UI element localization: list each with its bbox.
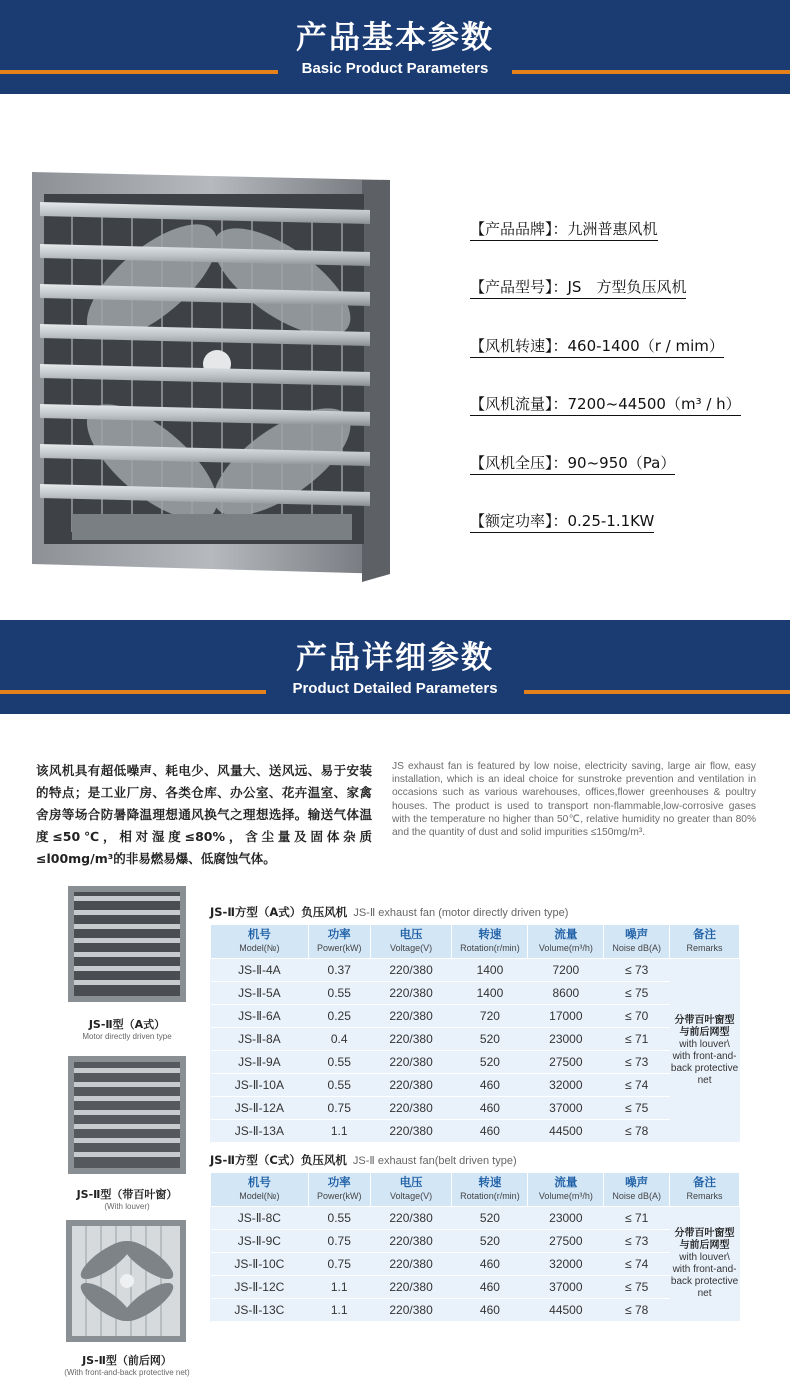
table-row bbox=[211, 982, 740, 1005]
banner-subtitle: Basic Product Parameters bbox=[301, 60, 489, 77]
table-cell: JS-Ⅱ-8C bbox=[211, 1207, 309, 1230]
table-cell: 460 bbox=[452, 1276, 528, 1299]
table-cell: 27500 bbox=[528, 1051, 604, 1074]
table-row bbox=[211, 1005, 740, 1028]
table-a-title: JS-Ⅱ方型（A式）负压风机 JS-Ⅱ exhaust fan (motor directly driven type) bbox=[210, 905, 569, 919]
column-header bbox=[528, 1173, 604, 1207]
column-header-cn: 噪声 bbox=[625, 1176, 649, 1189]
table-cell: 17000 bbox=[528, 1005, 604, 1028]
thumb-caption-net: JS-Ⅱ型（前后网） (With front-and-back protective net) bbox=[64, 1354, 190, 1377]
table-cell: 220/380 bbox=[370, 1097, 452, 1120]
table-cell: 220/380 bbox=[370, 982, 452, 1005]
table-cell: 520 bbox=[452, 1028, 528, 1051]
table-cell: 220/380 bbox=[370, 1005, 452, 1028]
table-cell: ≤ 75 bbox=[604, 1276, 670, 1299]
table-cell: 220/380 bbox=[370, 1074, 452, 1097]
table-row bbox=[211, 1299, 740, 1322]
column-header bbox=[370, 1173, 452, 1207]
table-cell: 27500 bbox=[528, 1230, 604, 1253]
column-header bbox=[211, 925, 309, 959]
column-header bbox=[211, 1173, 309, 1207]
table-row bbox=[211, 1230, 740, 1253]
column-header-en: Rotation(r/min) bbox=[460, 942, 520, 953]
table-cell: 23000 bbox=[528, 1028, 604, 1051]
header-banner-basic bbox=[0, 0, 790, 94]
table-row bbox=[211, 1051, 740, 1074]
table-cell: 220/380 bbox=[370, 1207, 452, 1230]
table-cell: 520 bbox=[452, 1230, 528, 1253]
table-cell: ≤ 71 bbox=[604, 1028, 670, 1051]
remarks-cn: 分带百叶窗型与前后网型 bbox=[674, 1228, 735, 1251]
column-header-en: Model(№) bbox=[239, 1190, 280, 1201]
table-cell: 1400 bbox=[452, 982, 528, 1005]
column-header bbox=[670, 1173, 740, 1207]
column-header bbox=[670, 925, 740, 959]
column-header-cn: 备注 bbox=[693, 1176, 717, 1189]
thumb-caption-louver: JS-Ⅱ型（带百叶窗） (With louver) bbox=[76, 1188, 178, 1211]
spec-airflow: 【风机流量】：7200~44500（m³ / h） bbox=[470, 393, 741, 416]
table-cell: 0.55 bbox=[308, 1207, 370, 1230]
spec-power: 【额定功率】：0.25-1.1KW bbox=[470, 510, 654, 533]
remarks-en: with louver\ with front-and-back protective net bbox=[670, 1252, 739, 1299]
column-header-cn: 流量 bbox=[554, 1176, 578, 1189]
banner-title: 产品基本参数 bbox=[296, 20, 494, 56]
table-cell: 8600 bbox=[528, 982, 604, 1005]
table-cell: ≤ 74 bbox=[604, 1253, 670, 1276]
banner-subtitle: Product Detailed Parameters bbox=[292, 680, 498, 697]
description-chinese: 该风机具有超低噪声、耗电少、风量大、送风远、易于安装的特点；是工业厂房、各类仓库、办公室、花卉温室、家禽舍房等场合防暑降温理想通风换气之理想选择。输送气体温度≤50℃，相对湿度≤80%，含尘量及固体杂质≤l00mg/m³的非易燃易爆、低腐蚀气体。 bbox=[36, 763, 372, 866]
table-cell: 37000 bbox=[528, 1097, 604, 1120]
table-cell: 220/380 bbox=[370, 1299, 452, 1322]
column-header bbox=[308, 1173, 370, 1207]
table-cell: 0.75 bbox=[308, 1230, 370, 1253]
table-cell: 1.1 bbox=[308, 1276, 370, 1299]
column-header-cn: 电压 bbox=[399, 1176, 423, 1189]
table-cell: JS-Ⅱ-13A bbox=[211, 1120, 309, 1143]
spec-table-c bbox=[210, 1172, 740, 1322]
table-cell: 7200 bbox=[528, 959, 604, 982]
table-cell: 0.25 bbox=[308, 1005, 370, 1028]
table-cell: ≤ 78 bbox=[604, 1120, 670, 1143]
table-cell: 520 bbox=[452, 1051, 528, 1074]
column-header-en: Volume(m³/h) bbox=[538, 1190, 593, 1201]
column-header-en: Remarks bbox=[686, 1190, 723, 1201]
column-header bbox=[528, 925, 604, 959]
table-cell: 0.55 bbox=[308, 1074, 370, 1097]
column-header-cn: 转速 bbox=[478, 928, 502, 941]
table-cell: ≤ 75 bbox=[604, 982, 670, 1005]
table-cell: 720 bbox=[452, 1005, 528, 1028]
table-cell: 0.75 bbox=[308, 1097, 370, 1120]
spec-brand: 【产品品牌】：九洲普惠风机 bbox=[470, 218, 658, 241]
table-cell: 32000 bbox=[528, 1074, 604, 1097]
table-cell: 32000 bbox=[528, 1253, 604, 1276]
table-cell: 220/380 bbox=[370, 1028, 452, 1051]
table-cell: JS-Ⅱ-10A bbox=[211, 1074, 309, 1097]
table-cell: JS-Ⅱ-9A bbox=[211, 1051, 309, 1074]
column-header-en: Power(kW) bbox=[316, 942, 362, 953]
table-row bbox=[211, 1028, 740, 1051]
column-header-en: Remarks bbox=[686, 942, 723, 953]
table-cell: 460 bbox=[452, 1097, 528, 1120]
column-header bbox=[370, 925, 452, 959]
table-cell: 460 bbox=[452, 1120, 528, 1143]
spec-pressure: 【风机全压】：90~950（Pa） bbox=[470, 452, 675, 475]
column-header-cn: 流量 bbox=[554, 928, 578, 941]
table-cell: ≤ 74 bbox=[604, 1074, 670, 1097]
table-cell: JS-Ⅱ-6A bbox=[211, 1005, 309, 1028]
column-header-cn: 机号 bbox=[247, 1176, 271, 1189]
table-cell: ≤ 78 bbox=[604, 1299, 670, 1322]
table-cell: 220/380 bbox=[370, 1120, 452, 1143]
table-row bbox=[211, 1097, 740, 1120]
table-cell: JS-Ⅱ-9C bbox=[211, 1230, 309, 1253]
table-cell: ≤ 73 bbox=[604, 959, 670, 982]
column-header bbox=[604, 1173, 670, 1207]
table-cell: 1.1 bbox=[308, 1299, 370, 1322]
thumb-fan-a-type bbox=[68, 886, 186, 1006]
table-cell: 0.55 bbox=[308, 1051, 370, 1074]
column-header-cn: 电压 bbox=[399, 928, 423, 941]
header-banner-detailed bbox=[0, 620, 790, 714]
table-cell: 44500 bbox=[528, 1120, 604, 1143]
table-c-title: JS-Ⅱ方型（C式）负压风机 JS-Ⅱ exhaust fan(belt driven type) bbox=[210, 1153, 517, 1167]
table-cell: 220/380 bbox=[370, 1230, 452, 1253]
table-row bbox=[211, 1276, 740, 1299]
column-header-en: Model(№) bbox=[239, 942, 280, 953]
spec-table-a bbox=[210, 924, 740, 1143]
table-cell: ≤ 70 bbox=[604, 1005, 670, 1028]
column-header-en: Power(kW) bbox=[316, 1190, 362, 1201]
table-cell: 23000 bbox=[528, 1207, 604, 1230]
table-cell: JS-Ⅱ-12A bbox=[211, 1097, 309, 1120]
banner-title: 产品详细参数 bbox=[296, 640, 494, 676]
table-cell: JS-Ⅱ-10C bbox=[211, 1253, 309, 1276]
table-cell: 0.37 bbox=[308, 959, 370, 982]
table-cell: 37000 bbox=[528, 1276, 604, 1299]
table-row bbox=[211, 1253, 740, 1276]
table-cell: 460 bbox=[452, 1299, 528, 1322]
column-header bbox=[452, 1173, 528, 1207]
column-header-en: Volume(m³/h) bbox=[538, 942, 593, 953]
column-header-cn: 功率 bbox=[327, 928, 351, 941]
remarks-cell bbox=[670, 959, 740, 1143]
remarks-cell bbox=[670, 1207, 740, 1322]
table-row bbox=[211, 1074, 740, 1097]
table-header-row bbox=[211, 925, 740, 959]
table-cell: JS-Ⅱ-12C bbox=[211, 1276, 309, 1299]
table-cell: 1.1 bbox=[308, 1120, 370, 1143]
remarks-cn: 分带百叶窗型与前后网型 bbox=[674, 1014, 735, 1038]
column-header-en: Noise dB(A) bbox=[612, 1190, 661, 1201]
description-english: JS exhaust fan is featured by low noise, electricity saving, large air flow, easy installation, which is an ideal choice for sunstroke prevention and ventilation in occasions such as various warehouses, offices,flower greenhouses & poultry houses. The product is used to transport non-flammable,low-corrosive gases with the temperature no higher than 50℃, relative humidity no greater than 80% and the quantity of dust and solid impurities ≤150mg/m³. bbox=[392, 761, 756, 839]
table-cell: 220/380 bbox=[370, 1276, 452, 1299]
table-cell: ≤ 75 bbox=[604, 1097, 670, 1120]
table-cell: 220/380 bbox=[370, 1253, 452, 1276]
table-cell: 0.75 bbox=[308, 1253, 370, 1276]
table-cell: 0.4 bbox=[308, 1028, 370, 1051]
table-cell: 460 bbox=[452, 1253, 528, 1276]
table-cell: JS-Ⅱ-13C bbox=[211, 1299, 309, 1322]
column-header-cn: 转速 bbox=[478, 1176, 502, 1189]
table-cell: 0.55 bbox=[308, 982, 370, 1005]
table-row bbox=[211, 959, 740, 982]
spec-speed: 【风机转速】：460-1400（r / mim） bbox=[470, 335, 724, 358]
column-header bbox=[308, 925, 370, 959]
column-header bbox=[452, 925, 528, 959]
column-header bbox=[604, 925, 670, 959]
table-cell: JS-Ⅱ-5A bbox=[211, 982, 309, 1005]
table-cell: 220/380 bbox=[370, 1051, 452, 1074]
table-cell: 1400 bbox=[452, 959, 528, 982]
column-header-cn: 噪声 bbox=[625, 928, 649, 941]
column-header-en: Voltage(V) bbox=[390, 942, 433, 953]
table-cell: 520 bbox=[452, 1207, 528, 1230]
table-cell: ≤ 71 bbox=[604, 1207, 670, 1230]
column-header-cn: 备注 bbox=[693, 928, 717, 941]
column-header-cn: 功率 bbox=[327, 1176, 351, 1189]
table-header-row bbox=[211, 1173, 740, 1207]
thumb-fan-net bbox=[66, 1220, 186, 1346]
table-row bbox=[211, 1120, 740, 1143]
table-cell: JS-Ⅱ-8A bbox=[211, 1028, 309, 1051]
column-header-en: Voltage(V) bbox=[390, 1190, 433, 1201]
thumb-fan-louver bbox=[68, 1056, 186, 1178]
table-cell: JS-Ⅱ-4A bbox=[211, 959, 309, 982]
thumb-caption-a: JS-Ⅱ型（A式） Motor directly driven type bbox=[82, 1018, 172, 1041]
table-cell: ≤ 73 bbox=[604, 1230, 670, 1253]
column-header-en: Noise dB(A) bbox=[612, 942, 661, 953]
fan-product-image bbox=[32, 172, 390, 582]
table-cell: 460 bbox=[452, 1074, 528, 1097]
remarks-en: with louver\ with front-and-back protective net bbox=[670, 1038, 739, 1086]
table-cell: 220/380 bbox=[370, 959, 452, 982]
table-cell: ≤ 73 bbox=[604, 1051, 670, 1074]
table-row bbox=[211, 1207, 740, 1230]
table-cell: 44500 bbox=[528, 1299, 604, 1322]
spec-model: 【产品型号】：JS 方型负压风机 bbox=[470, 276, 686, 299]
column-header-en: Rotation(r/min) bbox=[460, 1190, 520, 1201]
column-header-cn: 机号 bbox=[247, 928, 271, 941]
